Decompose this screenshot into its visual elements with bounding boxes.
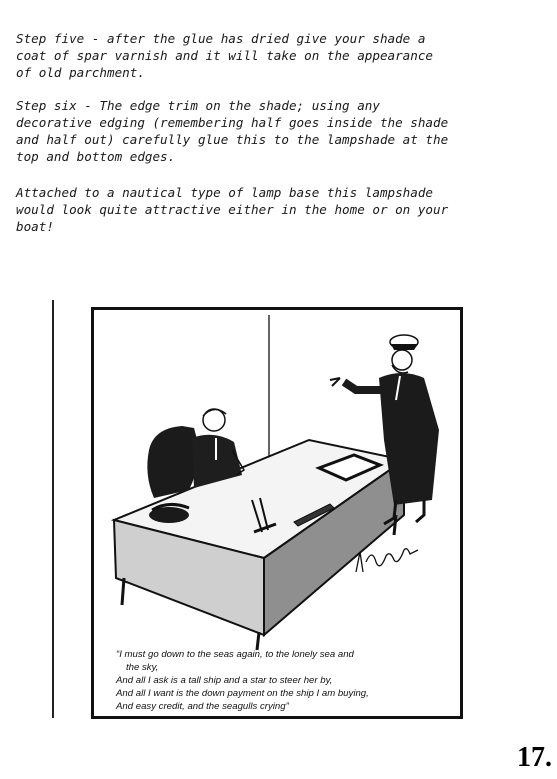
closing-paragraph: Attached to a nautical type of lamp base this lampshade would look quite attractive either in the home or on your boat! [16, 185, 449, 234]
page-number: 17. [517, 742, 552, 773]
cartoon-panel [91, 307, 463, 719]
caption-line: the sky, [126, 662, 159, 673]
caption-line: And easy credit, and the seagulls crying” [116, 701, 289, 712]
cartoon-caption [116, 648, 456, 713]
margin-rule [52, 300, 54, 718]
caption-line: And all I ask is a tall ship and a star to steer her by, [116, 675, 333, 686]
step-five-paragraph: Step five - after the glue has dried give your shade a coat of spar varnish and it will take on the appearance of old parchment. [16, 31, 434, 80]
caption-line: And all I want is the down payment on the ship I am buying, [116, 688, 369, 699]
step-six-paragraph: Step six - The edge trim on the shade; using any decorative edging (remembering half goes inside the shade and half out) carefully glue this to the lampshade at the top and bottom edges. [16, 98, 449, 164]
caption-line: “I must go down to the seas again, to the lonely sea and [116, 649, 354, 660]
